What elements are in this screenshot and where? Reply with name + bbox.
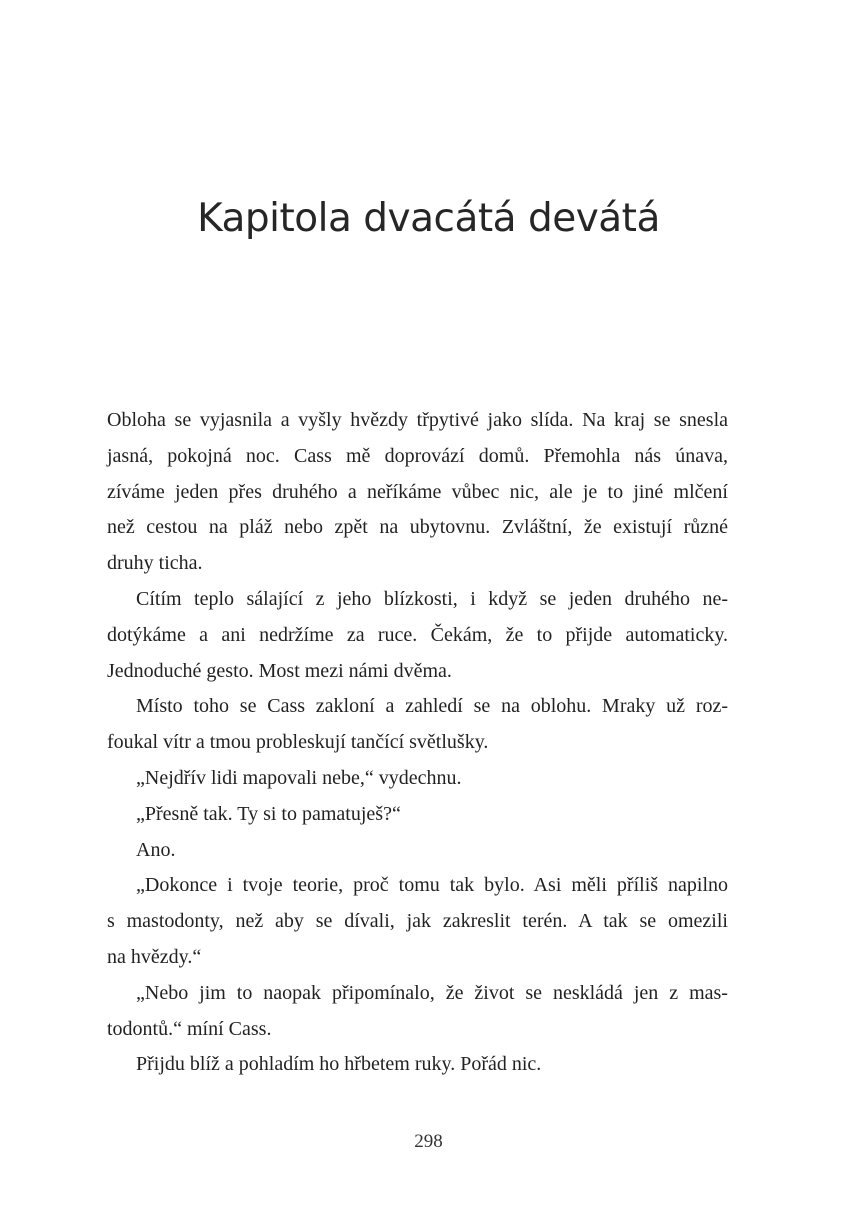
- text-line: druhy ticha.: [107, 552, 203, 575]
- text-line: s mastodonty, než aby se dívali, jak zakreslit terén. A tak se omezili: [107, 910, 728, 933]
- text-line: Obloha se vyjasnila a vyšly hvězdy třpytivé jako slída. Na kraj se snesla: [107, 409, 728, 431]
- paragraph: [107, 761, 728, 797]
- paragraph: [107, 976, 728, 1048]
- text-line: Místo toho se Cass zakloní a zahledí se na oblohu. Mraky už roz-: [136, 695, 729, 718]
- text-line: foukal vítr a tmou probleskují tančící světlušky.: [107, 731, 489, 754]
- text-line: jasná, pokojná noc. Cass mě doprovází domů. Přemohla nás únava,: [107, 444, 729, 467]
- text-line: Jednoduché gesto. Most mezi námi dvěma.: [107, 659, 452, 682]
- paragraph: [107, 833, 728, 869]
- text-line: „Nebo jim to naopak připomínalo, že život se neskládá jen z mas-: [136, 981, 728, 1004]
- text-line: na hvězdy.“: [107, 945, 202, 968]
- text-line: dotýkáme a ani nedržíme za ruce. Čekám, že to přijde automaticky.: [107, 623, 729, 646]
- paragraph: [107, 582, 728, 689]
- paragraph: [107, 1047, 728, 1083]
- text-line: „Dokonce i tvoje teorie, proč tomu tak bylo. Asi měli příliš napilno: [136, 874, 729, 897]
- paragraph: [107, 403, 728, 582]
- text-line: todontů.“ míní Cass.: [107, 1017, 272, 1040]
- text-line: zíváme jeden přes druhého a neříkáme vůbec nic, ale je to jiné mlčení: [107, 480, 728, 503]
- text-line: Ano.: [136, 838, 176, 861]
- paragraph: [107, 868, 728, 975]
- body-text: [107, 403, 728, 1083]
- paragraph: [107, 797, 728, 833]
- text-line: než cestou na pláž nebo zpět na ubytovnu. Zvláštní, že existují různé: [107, 516, 728, 539]
- chapter-title: Kapitola dvacátá devátá: [197, 196, 660, 241]
- text-line: „Přesně tak. Ty si to pamatuješ?“: [136, 802, 401, 825]
- page-number: 298: [414, 1131, 443, 1152]
- text-line: „Nejdřív lidi mapovali nebe,“ vydechnu.: [136, 766, 462, 789]
- paragraph: [107, 689, 728, 761]
- text-line: Přijdu blíž a pohladím ho hřbetem ruky. Pořád nic.: [136, 1053, 542, 1076]
- text-line: Cítím teplo sálající z jeho blízkosti, i když se jeden druhého ne-: [136, 587, 729, 610]
